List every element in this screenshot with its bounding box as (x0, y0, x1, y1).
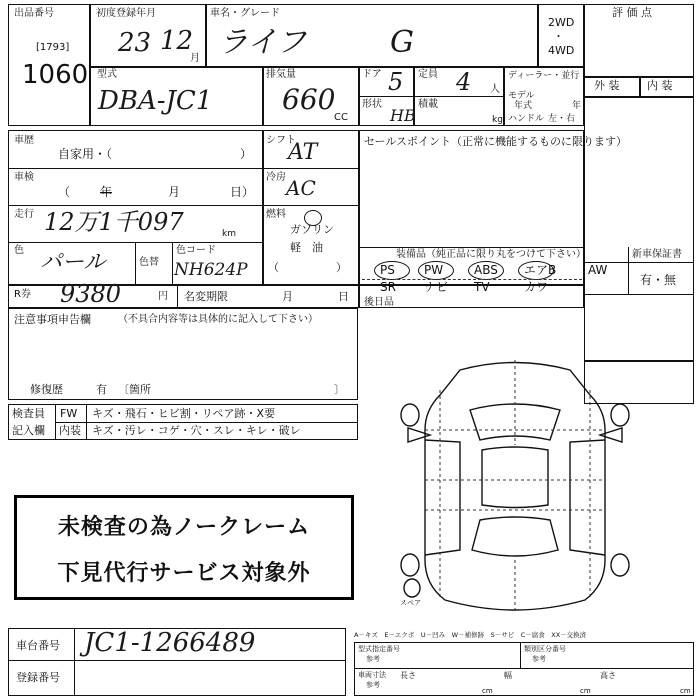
divider (358, 130, 360, 308)
divider (358, 96, 503, 97)
reg-label: 登録番号 (16, 671, 60, 684)
class-label: 類別区分番号 (524, 645, 566, 653)
fw-label: FW (60, 407, 78, 420)
inspection-month: 月 (168, 185, 181, 199)
damage-legend: A－キズ E－エクボ U－凹み W－補修跡 S－サビ C－腐食 XX－交換済 (354, 631, 587, 639)
width-cm: cm (580, 687, 591, 695)
handle-value: 左・右 (548, 114, 576, 124)
wheel-rear-right (611, 554, 629, 576)
rating-label: 評 価 点 (612, 6, 652, 19)
door-label: ドア (362, 69, 382, 80)
model-value: DBA-JC1 (98, 86, 213, 116)
mileage-value: 12万1千097 (44, 208, 184, 236)
divider (537, 4, 539, 66)
lot-label: 出品番号 (14, 8, 54, 19)
load-label: 積載 (418, 99, 438, 110)
divider (354, 668, 694, 669)
color-label: 色 (14, 245, 24, 256)
inspector-label-1: 検査員 (12, 407, 45, 420)
drive-4wd: 4WD (548, 44, 575, 57)
shape-label: 形状 (362, 99, 382, 110)
model-year-label: モデル (508, 91, 535, 101)
first-reg-year: 23 (118, 28, 152, 58)
warranty-value: 有・無 (640, 273, 677, 287)
class-ref: 参考 (532, 655, 546, 663)
divider (8, 168, 358, 169)
chassis-label: 車台番号 (16, 639, 60, 652)
divider (262, 130, 264, 285)
fuel-gasoline: ガソリン (290, 223, 334, 236)
inspection-open: （ (58, 185, 71, 199)
divider (8, 660, 346, 661)
body-dim-ref: 参考 (366, 681, 380, 689)
notice-line-1: 未検査の為ノークレーム (57, 515, 311, 540)
spare-wheel (404, 579, 420, 597)
equipment-circle-mark (468, 261, 504, 280)
divider (503, 66, 505, 126)
history-value: 自家用・（ (58, 147, 113, 161)
divider (55, 422, 358, 423)
kg-unit: kg (492, 115, 503, 125)
fuel-open: （ (268, 261, 279, 274)
handle-label: ハンドル (508, 114, 545, 124)
divider (74, 628, 75, 696)
month-unit: 月 (190, 53, 200, 64)
name-grade-label: 車名・グレード (210, 8, 280, 19)
divider (8, 205, 358, 206)
left-side (425, 440, 460, 555)
inspection-day: 日） (230, 185, 255, 199)
equipment-item: ナビ (424, 280, 449, 294)
car-name: ライフ (218, 25, 307, 60)
name-change-label: 名変期限 (184, 290, 228, 303)
car-damage-diagram (390, 350, 640, 630)
divider (172, 242, 173, 284)
drive-dot: ・ (553, 30, 564, 43)
divider (262, 66, 264, 126)
caution-label: 注意事項申告欄 (14, 313, 91, 326)
equipment-item: AW (588, 263, 608, 277)
sales-point-label: セールスポイント（正常に機能するものに限ります） (364, 135, 628, 148)
aircon-value: AC (286, 176, 316, 200)
spec-label: 型式指定番号 (358, 645, 400, 653)
shift-label: シフト (266, 135, 296, 146)
color-code-value: NH624P (174, 260, 248, 280)
fuel-diesel: 軽 油 (290, 241, 323, 254)
caution-sub: （不具合内容等は具体的に記入して下さい） (118, 314, 318, 325)
history-label: 車歴 (14, 135, 34, 146)
spare-label: スペア (400, 599, 421, 607)
car-grade: G (390, 25, 414, 60)
length-label: 長さ (400, 671, 416, 680)
fuel-label: 燃料 (266, 209, 286, 220)
repair-label: 修復歴 (30, 383, 63, 396)
recycle-value: 9380 (60, 280, 122, 308)
year-unit: 年 (572, 101, 582, 111)
repair-bracket: 〔箇所 (118, 383, 151, 396)
door-value: 5 (388, 68, 404, 96)
divider (639, 76, 641, 96)
height-cm: cm (680, 687, 691, 695)
drive-2wd: 2WD (548, 16, 575, 29)
aircon-label: 冷房 (266, 172, 286, 183)
name-change-month: 月 (282, 290, 293, 303)
recycle-label: R券 (14, 289, 31, 300)
int-text: キズ・汚レ・コゲ・穴・スレ・キレ・破レ (92, 424, 301, 437)
equipment-item: SR (380, 280, 396, 294)
recycle-unit: 円 (158, 291, 168, 302)
dealer-label: ディーラー・並行 (508, 71, 580, 81)
equipment-item: エアB (524, 263, 557, 277)
notice-line-2: 下見代行サービス対象外 (57, 561, 311, 586)
body-dim-label: 車両寸法 (358, 671, 386, 679)
rear-windshield (472, 517, 558, 556)
equipment-circle-mark (418, 261, 454, 280)
color-swap-label: 色替 (139, 257, 159, 268)
model-label: 型式 (97, 69, 117, 80)
lot-number: 1060 (22, 60, 89, 90)
fuel-close: ） (336, 261, 347, 274)
spec-ref: 参考 (366, 655, 380, 663)
color-code-label: 色コード (176, 245, 216, 256)
wheel-rear-left (401, 554, 419, 576)
no-claim-notice (14, 495, 354, 600)
right-side (570, 440, 605, 555)
displacement-label: 排気量 (266, 69, 296, 80)
after-note-label: 後日品 (364, 297, 394, 308)
shape-value: HB (390, 106, 416, 125)
history-close: ） (240, 147, 253, 161)
inspection-year: 年 (100, 185, 113, 199)
first-reg-label: 初度登録年月 (96, 8, 156, 19)
divider (177, 284, 178, 308)
repair-close: 〕 (334, 383, 345, 396)
divider (358, 247, 584, 248)
equipment-item: TV (474, 280, 490, 294)
height-label: 高さ (600, 671, 616, 680)
equipment-item: PS (380, 263, 395, 277)
fw-text: キズ・飛石・ヒビ割・リペア跡・X要 (92, 407, 276, 420)
shift-value: AT (288, 140, 318, 165)
wheel-front-left (401, 404, 419, 426)
chassis-value: JC1-1266489 (84, 628, 256, 658)
divider (628, 247, 629, 294)
divider (205, 4, 207, 66)
lot-small: [1793] (36, 42, 70, 53)
divider (584, 294, 694, 295)
divider (90, 66, 584, 68)
first-reg-month: 12 (160, 26, 194, 56)
mileage-unit: km (222, 229, 236, 239)
divider (584, 96, 694, 98)
equipment-circle-mark (518, 261, 557, 280)
color-value: パール (40, 250, 106, 275)
person-unit: 人 (490, 84, 500, 95)
capacity-value: 4 (456, 68, 472, 96)
width-label: 幅 (504, 671, 512, 680)
equipment-circle-mark (374, 261, 410, 280)
inspection-label: 車検 (14, 172, 34, 183)
mileage-label: 走行 (14, 209, 34, 220)
rating-box (584, 4, 694, 404)
int-label: 内装 (59, 424, 81, 437)
equipment-label: 装備品（純正品に限り丸をつけて下さい） (396, 249, 586, 260)
model-year-label2: 年式 (514, 101, 533, 111)
roof (482, 447, 548, 508)
warranty-label: 新車保証書 (632, 249, 682, 260)
displacement-value: 660 (282, 83, 336, 116)
divider (135, 242, 136, 284)
equipment-item: カワ (524, 280, 549, 294)
exterior-label: 外 装 (594, 79, 620, 92)
name-change-day: 日 (338, 290, 349, 303)
inspector-label-2: 記入欄 (12, 424, 45, 437)
wheel-front-right (611, 404, 629, 426)
equipment-item: ABS (474, 263, 498, 277)
cc-unit: CC (334, 112, 348, 123)
capacity-label: 定員 (418, 69, 438, 80)
divider (520, 642, 521, 668)
length-cm: cm (482, 687, 493, 695)
interior-label: 内 装 (647, 79, 673, 92)
repair-value: 有 (96, 383, 107, 396)
equipment-item: PW (424, 263, 444, 277)
